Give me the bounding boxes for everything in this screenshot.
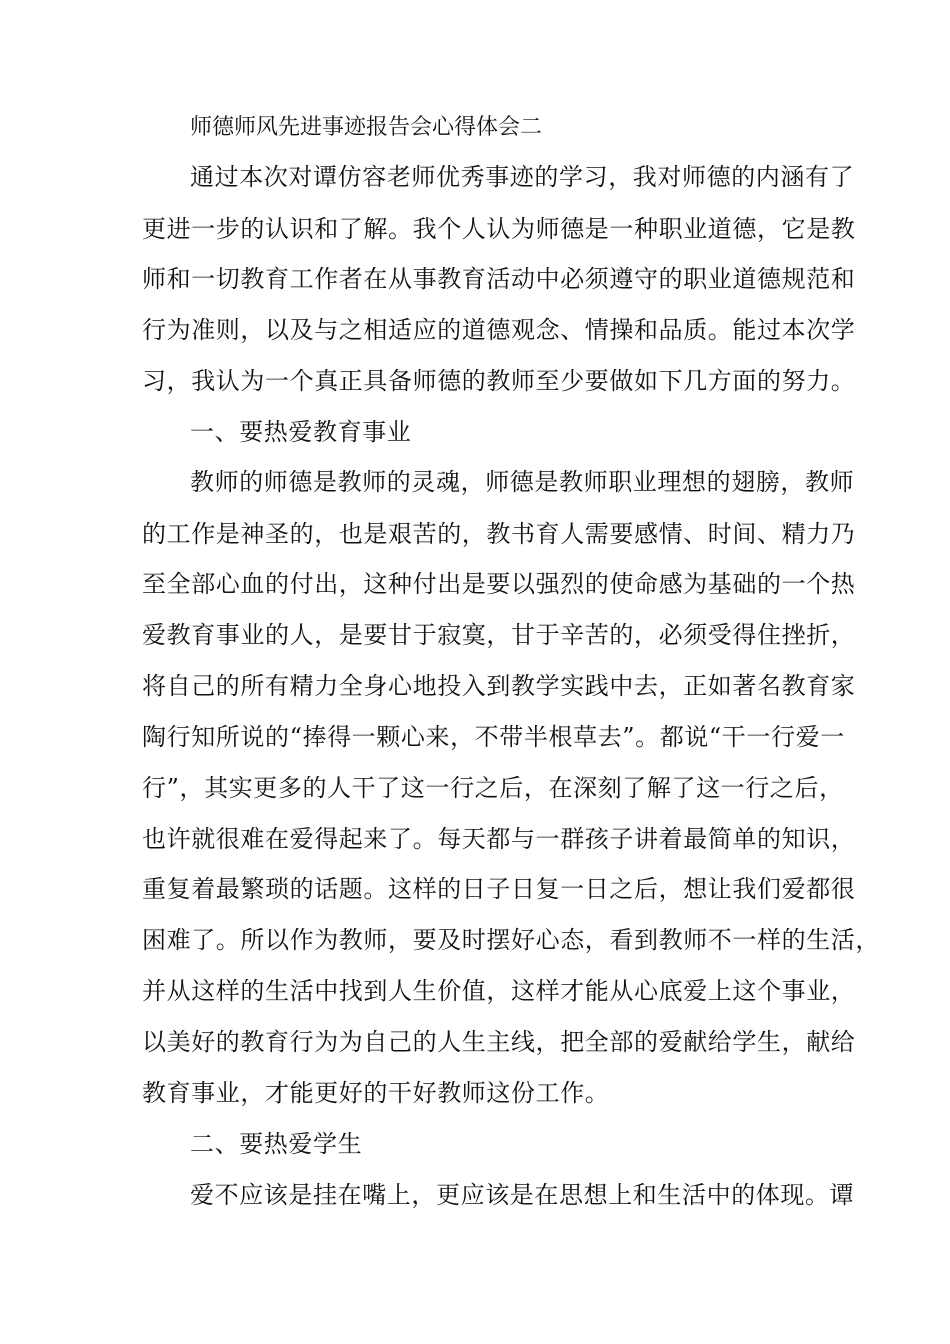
paragraph-line: 教师的师德是教师的灵魂，师德是教师职业理想的翅膀，教师 <box>190 468 855 496</box>
document-title: 师德师风先进事迹报告会心得体会二 <box>190 115 543 140</box>
section-heading: 一、要热爱教育事业 <box>190 418 412 446</box>
paragraph-line: 师和一切教育工作者在从事教育活动中必须遵守的职业道德规范和 <box>142 265 856 293</box>
paragraph-line: 习，我认为一个真正具备师德的教师至少要做如下几方面的努力。 <box>142 367 856 395</box>
paragraph-line: 行为准则，以及与之相适应的道德观念、情操和品质。能过本次学 <box>142 316 856 344</box>
paragraph-line: 爱教育事业的人，是要甘于寂寞，甘于辛苦的，必须受得住挫折， <box>142 621 856 649</box>
paragraph-line: 并从这样的生活中找到人生价值，这样才能从心底爱上这个事业， <box>142 977 856 1005</box>
section-heading: 二、要热爱学生 <box>190 1130 363 1158</box>
paragraph-line: 至全部心血的付出，这种付出是要以强烈的使命感为基础的一个热 <box>142 570 856 598</box>
paragraph-line: 将自己的所有精力全身心地投入到教学实践中去，正如著名教育家 <box>142 672 856 700</box>
paragraph-line: 行”，其实更多的人干了这一行之后，在深刻了解了这一行之后， <box>142 774 844 802</box>
paragraph-line: 通过本次对谭仿容老师优秀事迹的学习，我对师德的内涵有了 <box>190 163 855 191</box>
paragraph-line: 教育事业，才能更好的干好教师这份工作。 <box>142 1079 610 1107</box>
paragraph-line: 陶行知所说的“捧得一颗心来，不带半根草去”。都说“干一行爱一 <box>142 723 845 751</box>
paragraph-line: 困难了。所以作为教师，要及时摆好心态，看到教师不一样的生活， <box>142 926 880 954</box>
paragraph-line: 重复着最繁琐的话题。这样的日子日复一日之后，想让我们爱都很 <box>142 875 856 903</box>
paragraph-line: 以美好的教育行为为自己的人生主线，把全部的爱献给学生，献给 <box>142 1028 856 1056</box>
paragraph-line: 的工作是神圣的，也是艰苦的，教书育人需要感情、时间、精力乃 <box>142 520 856 548</box>
paragraph-line: 更进一步的认识和了解。我个人认为师德是一种职业道德，它是教 <box>142 215 856 243</box>
paragraph-line: 也许就很难在爱得起来了。每天都与一群孩子讲着最简单的知识， <box>142 825 856 853</box>
paragraph-line: 爱不应该是挂在嘴上，更应该是在思想上和生活中的体现。谭 <box>190 1181 855 1209</box>
